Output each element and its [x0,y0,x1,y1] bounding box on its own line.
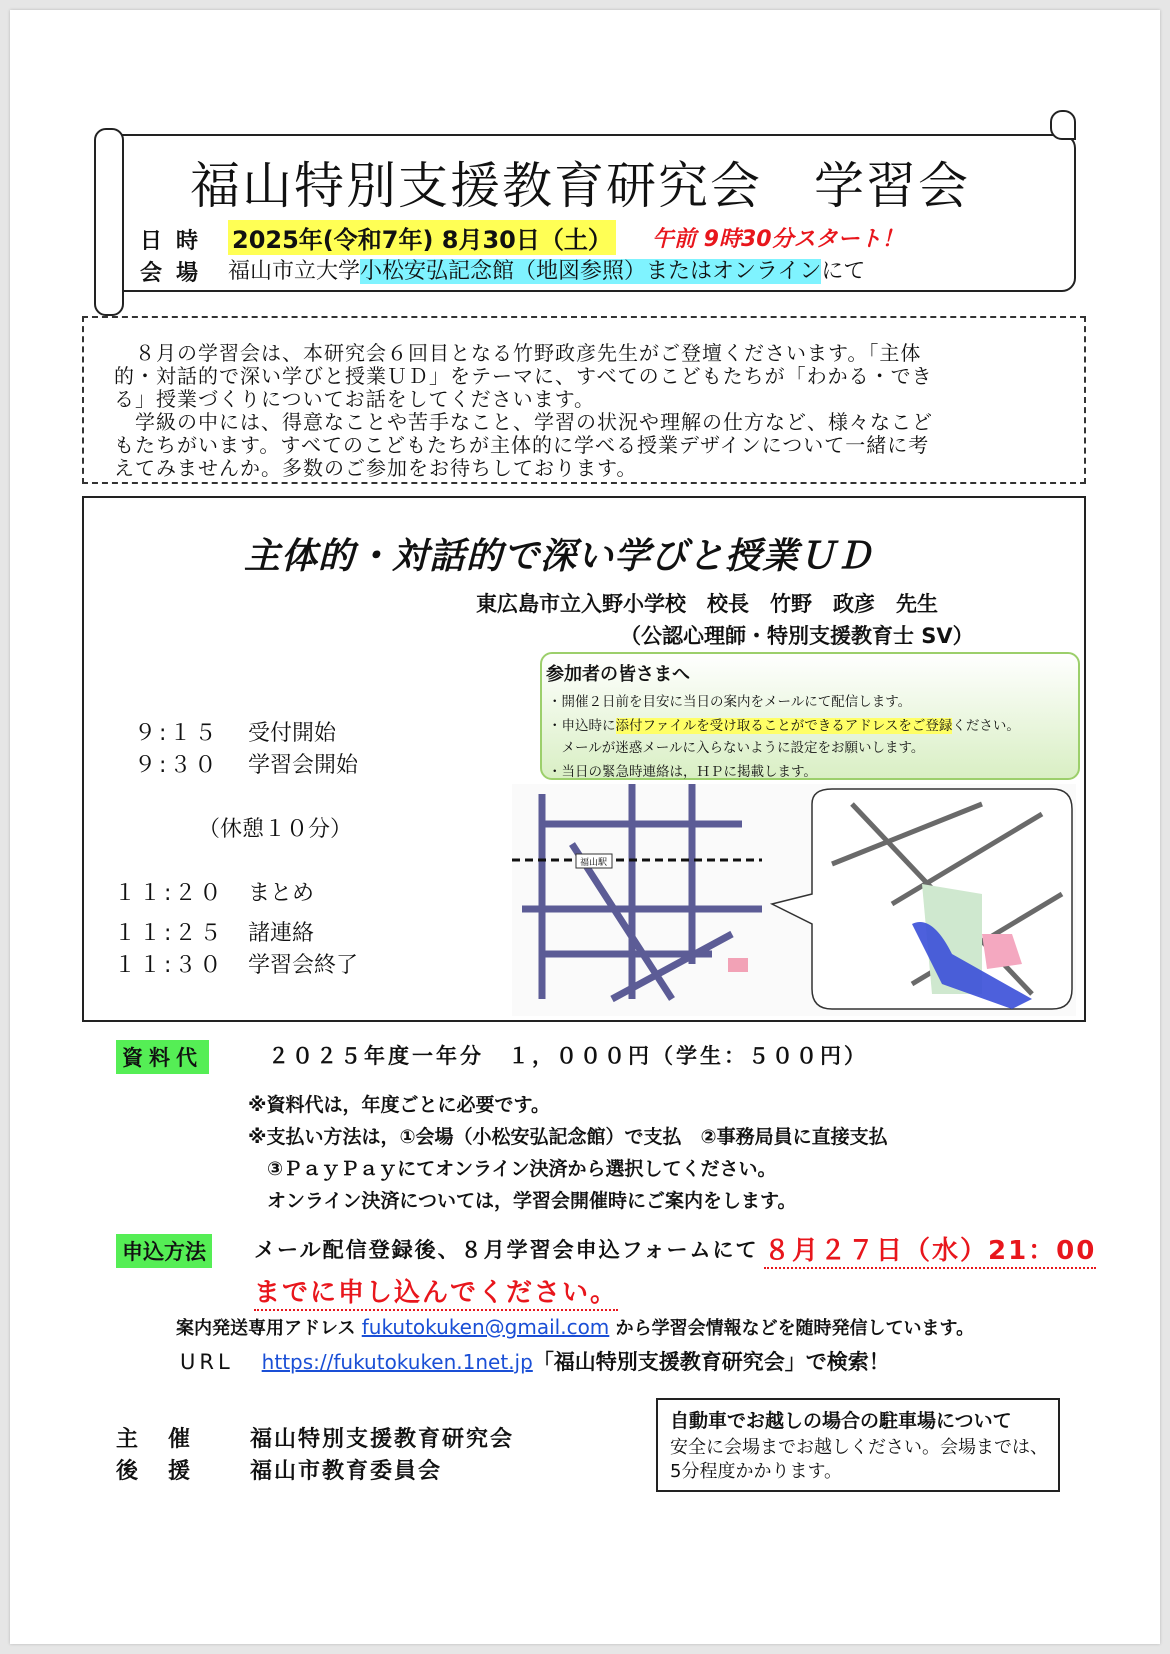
fees-note: ※資料代は，年度ごとに必要です。 [248,1094,550,1116]
intro-box [82,316,1086,484]
schedule-row [114,948,358,979]
fees-value: ２０２５年度一年分 １，０００円（学生：５００円） [268,1044,868,1068]
speaker-name: 東広島市立入野小学校 校長 竹野 政彦 先生 [476,592,938,616]
intro-line: もたちがいます。すべてのこどもたちが主体的に学べる授業デザインについて一緒に考 [114,433,930,457]
notice-item-suffix: ください。 [952,718,1020,734]
fees-note: ③ＰａｙＰａｙにてオンライン決済から選択してください。 [248,1158,777,1180]
intro-line: る」授業づくりについてお話をしてくださいます。 [114,387,595,411]
mail-line [176,1314,974,1340]
parking-title: 自動車でお越しの場合の駐車場について [670,1410,1012,1432]
apply-deadline: ８月２７日（水）21：00 [764,1230,1096,1269]
date-value: 2025年(令和7年) 8月30日（土） [228,220,616,255]
speaker-title: （公認心理師・特別支援教育士 SV） [620,624,974,648]
notice-item: ・開催２日前を目安に当日の案内をメールにて配信します。 [548,694,912,710]
fees-note: ※支払い方法は，①会場（小松安弘記念館）で支払 ②事務局員に直接支払 [248,1126,888,1148]
email-link[interactable]: fukutokuken@gmail.com [361,1315,610,1339]
parking-text: 安全に会場までお越しください。会場までは、5分程度かかります。 [670,1437,1048,1482]
notice-item: ・当日の緊急時連絡は，ＨＰに掲載します。 [548,764,817,780]
venue-map [512,784,1076,1016]
support-value: 福山市教育委員会 [250,1459,443,1484]
schedule-label: 受付開始 [248,721,337,746]
apply-label: 申込方法 [116,1234,212,1268]
schedule-label: （休憩１０分） [198,817,353,842]
schedule-row [114,876,314,907]
start-time: 午前 9時30分スタート！ [652,227,904,252]
page-title: 福山特別支援教育研究会 学習会 [190,157,970,215]
schedule-time: ９:１５ [134,721,220,746]
schedule-row [114,916,314,947]
apply-text: メール配信登録後、８月学習会申込フォームにて [254,1238,759,1262]
venue-suffix: にて [821,259,866,284]
scroll-curl-left [94,128,124,316]
fees-note: オンライン決済については，学習会開催時にご案内をします。 [248,1190,797,1212]
apply-deadline-cont: までに申し込んでください。 [254,1272,618,1311]
schedule-label: 諸連絡 [248,921,315,946]
schedule-time: １１:３０ [114,953,225,978]
schedule-label: 学習会終了 [248,953,359,978]
host-label: 主催 [116,1427,221,1452]
intro-line: えてみませんか。多数のご参加をお待ちしております。 [114,456,638,480]
mail-suffix: から学習会情報などを随時発信しています。 [609,1318,975,1339]
host-value: 福山特別支援教育研究会 [250,1427,515,1452]
notice-item [548,714,1020,734]
intro-line: 的・対話的で深い学びと授業ＵＤ」をテーマに、すべてのこどもたちが「わかる・でき [114,364,933,388]
website-link[interactable]: https://fukutokuken.1net.jp [261,1350,533,1374]
schedule-row [198,812,352,843]
notice-item: メールが迷惑メールに入らないように設定をお願いします。 [548,740,925,756]
support-row [116,1454,442,1485]
schedule-row [134,716,336,747]
url-suffix: 「福山特別支援教育研究会」で検索！ [532,1350,890,1374]
venue-value [228,254,865,285]
schedule-time: １１:２０ [114,881,225,906]
schedule-time: ９:３０ [134,753,220,778]
schedule-label: まとめ [248,881,315,906]
venue-prefix: 福山市立大学 [228,259,361,284]
schedule-row [134,748,358,779]
host-row [116,1422,514,1453]
support-label: 後援 [116,1459,221,1484]
notice-title: 参加者の皆さまへ [546,664,690,685]
notice-item-highlight: 添付ファイルを受け取ることができるアドレスをご登録 [615,718,953,734]
intro-line: ８月の学習会は、本研究会６回目となる竹野政彦先生がご登壇くださいます。「主体 [114,341,922,365]
mail-prefix: 案内発送専用アドレス [176,1318,362,1339]
url-label: URL [180,1350,234,1374]
venue-highlight: 小松安弘記念館（地図参照）またはオンライン [360,259,822,284]
venue-marker [728,958,748,972]
intro-line: 学級の中には、得意なことや苦手なこと、学習の状況や理解の仕方など、様々なこど [114,410,933,434]
venue-label: 会場 [140,261,213,286]
date-label: 日時 [140,229,213,254]
url-line [180,1346,890,1376]
lecture-topic: 主体的・対話的で深い学びと授業ＵＤ [244,536,874,577]
station-label: 福山駅 [580,858,608,868]
schedule-label: 学習会開始 [248,753,359,778]
fees-label: 資料代 [116,1040,209,1074]
scroll-curl-right [1050,110,1076,140]
schedule-time: １１:２５ [114,921,225,946]
notice-item-prefix: ・申込時に [548,718,616,734]
